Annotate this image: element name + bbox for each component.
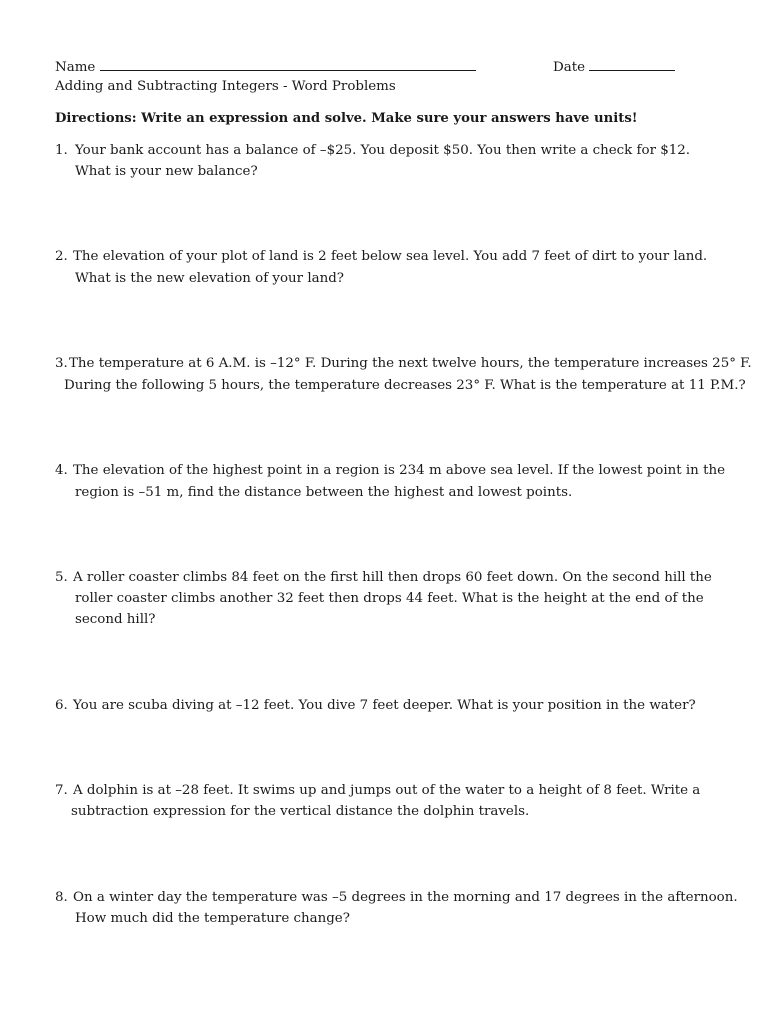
problem-3-line-2: During the following 5 hours, the temperature decreases 23° F. What is the temperature at 11 P.M.? <box>64 378 746 393</box>
name-line <box>55 57 476 77</box>
problem-7-line-2: subtraction expression for the vertical distance the dolphin travels. <box>71 804 530 819</box>
problem-5-number: 5. <box>55 570 68 585</box>
problem-8-line-1 <box>55 889 738 907</box>
problem-1-text-1: Your bank account has a balance of –$25. You deposit $50. You then write a check for $12. <box>75 143 691 158</box>
problem-3-number: 3. <box>55 356 68 371</box>
problem-3-line-1 <box>55 355 752 373</box>
problem-8-line-2: How much did the temperature change? <box>75 911 350 926</box>
problem-3-text-1: The temperature at 6 A.M. is –12° F. During the next twelve hours, the temperature increases 25° F. <box>69 356 752 371</box>
problem-5-text-1: A roller coaster climbs 84 feet on the first hill then drops 60 feet down. On the second hill the <box>73 570 712 585</box>
directions: Directions: Write an expression and solve. Make sure your answers have units! <box>55 111 638 126</box>
problem-6-number: 6. <box>55 698 68 713</box>
problem-2-number: 2. <box>55 249 68 264</box>
problem-5-line-2: roller coaster climbs another 32 feet then drops 44 feet. What is the height at the end of the <box>75 591 704 606</box>
problem-1-number: 1. <box>55 143 68 158</box>
problem-5-line-3: second hill? <box>75 612 156 627</box>
problem-4-line-2: region is –51 m, find the distance between the highest and lowest points. <box>75 485 573 500</box>
problem-1-line-1 <box>55 142 690 160</box>
problem-4-line-1 <box>55 462 725 480</box>
problem-5-line-1 <box>55 569 712 587</box>
date-label: Date <box>553 60 586 75</box>
problem-1-line-2: What is your new balance? <box>75 164 258 179</box>
problem-6-text-1: You are scuba diving at –12 feet. You dive 7 feet deeper. What is your position in the water? <box>73 698 696 713</box>
date-blank[interactable] <box>589 57 675 71</box>
problem-2-line-2: What is the new elevation of your land? <box>75 271 344 286</box>
problem-7-line-1 <box>55 782 700 800</box>
worksheet-subtitle: Adding and Subtracting Integers - Word Problems <box>55 79 396 94</box>
name-blank[interactable] <box>100 57 476 71</box>
problem-2-line-1 <box>55 248 707 266</box>
problem-7-number: 7. <box>55 783 68 798</box>
problem-2-text-1: The elevation of your plot of land is 2 feet below sea level. You add 7 feet of dirt to your land. <box>73 249 708 264</box>
problem-6-line-1 <box>55 697 696 715</box>
problem-8-number: 8. <box>55 890 68 905</box>
problem-8-text-1: On a winter day the temperature was –5 degrees in the morning and 17 degrees in the afternoon. <box>73 890 738 905</box>
problem-4-number: 4. <box>55 463 68 478</box>
date-line <box>553 57 675 77</box>
problem-4-text-1: The elevation of the highest point in a region is 234 m above sea level. If the lowest point in the <box>73 463 725 478</box>
problem-7-text-1: A dolphin is at –28 feet. It swims up and jumps out of the water to a height of 8 feet. Write a <box>73 783 701 798</box>
name-label: Name <box>55 60 96 75</box>
